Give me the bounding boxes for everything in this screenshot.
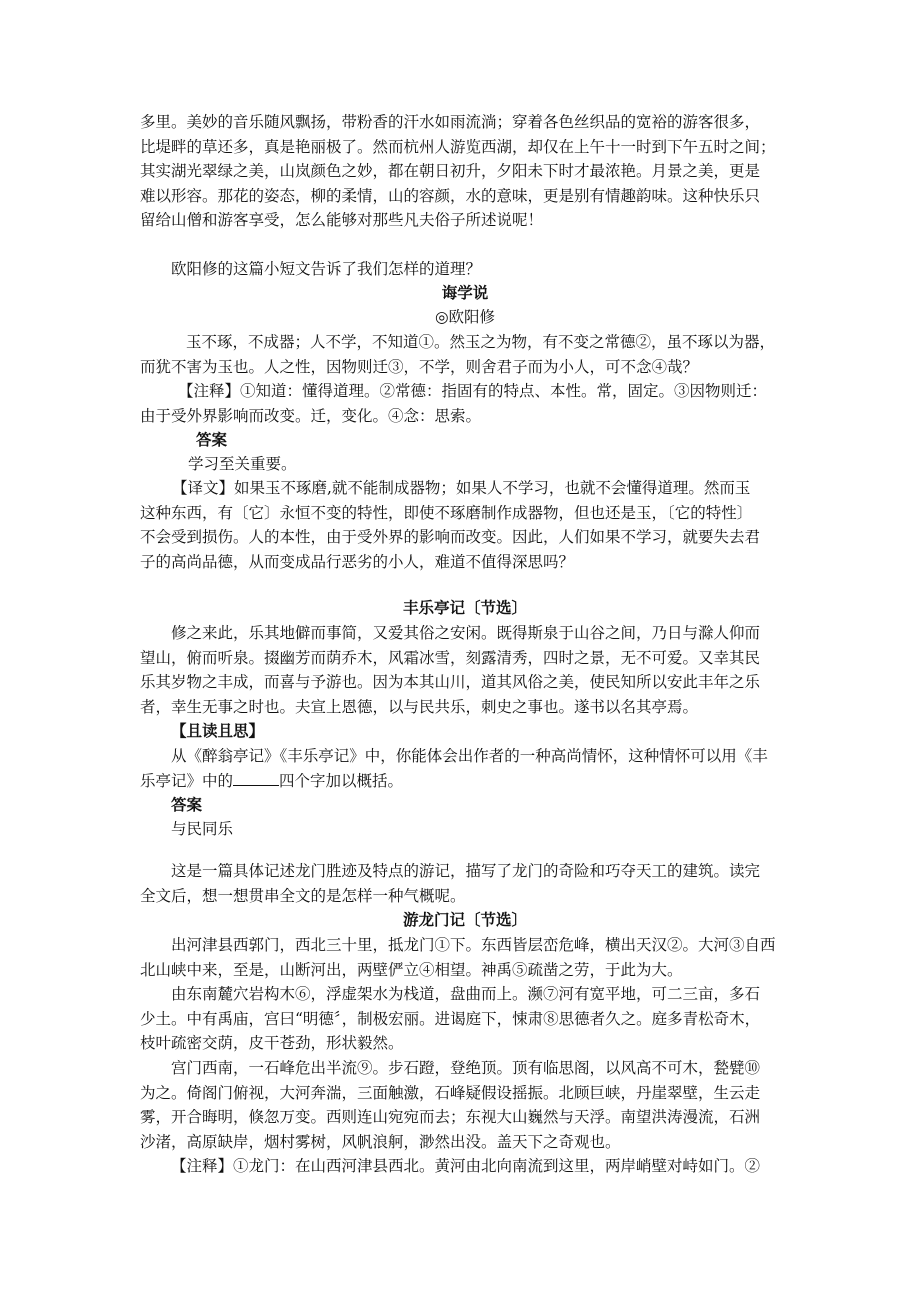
- text-line: 从《醉翁亭记》《丰乐亭记》中，你能体会出作者的一种高尚情怀，这种情怀可以用《丰: [171, 747, 768, 765]
- answer-text: 与民同乐: [171, 820, 234, 838]
- text-line: 沙渚，高原缺岸，烟村雾树，风帆浪舸，渺然出没。盖天下之奇观也。: [140, 1132, 621, 1151]
- question-ouyang: [140, 257, 790, 282]
- text-line: 由于受外界影响而改变。迁，变化。④念：思索。: [140, 406, 482, 425]
- text-line: 雾，开合晦明，倏忽万变。西则连山宛宛而去；东视大山巍然与天浮。南望洪涛漫流，石洲: [140, 1108, 761, 1126]
- feng-le-ting-text: [140, 621, 790, 719]
- title-hui-xue-shuo: 诲学说: [441, 284, 489, 302]
- text-fragment: 乐亭记》中的: [140, 771, 234, 790]
- text-line: 这种东西，有〔它〕永恒不变的特性，即使不琢磨制作成器物，但也还是玉，〔它的特性〕: [140, 503, 753, 522]
- title-you-long-men: 游龙门记〔节选〕: [402, 911, 527, 929]
- text-line: 【注释】①龙门：在山西河津县西北。黄河由北向南流到这里，两岸峭壁对峙如门。②: [171, 1157, 761, 1175]
- text-line: 由东南麓穴岩构木⑥，浮虚架水为栈道，盘曲而上。濒⑦河有宽平地，可二三亩，多石: [171, 985, 761, 1003]
- question-text: 欧阳修的这篇小短文告诉了我们怎样的道理？: [171, 260, 482, 278]
- you-long-men-intro: [140, 859, 790, 908]
- you-long-men-para-2: [140, 982, 790, 1056]
- hui-xue-shuo-text: [140, 330, 790, 379]
- text-line: 出河津县西郭门，西北三十里，抵龙门①下。东西皆层峦危峰，横出天汉②。大河③自西: [171, 936, 776, 954]
- text-line: 其实湖光翠绿之美，山岚颜色之妙，都在朝日初升，夕阳未下时才最浓艳。月景之美，更是: [140, 162, 761, 180]
- title-feng-le-ting: 丰乐亭记〔节选〕: [402, 599, 527, 617]
- text-line: 难以形容。那花的姿态，柳的柔情，山的容颜，水的意味，更是别有情趣韵味。这种快乐只: [140, 186, 761, 205]
- text-line: 留给山僧和游客享受，怎么能够对那些凡夫俗子所述说呢！: [140, 211, 544, 229]
- text-line: 不会受到损伤。人的本性，由于受外界的影响而改变。因此，人们如果不学习，就要失去君: [140, 528, 761, 546]
- text-line: 北山峡中来，至是，山断河出，两壁俨立④相望。神禹⑤疏凿之劳，于此为大。: [140, 960, 683, 979]
- text-line: 玉不琢，不成器；人不学，不知道①。然玉之为物，有不变之常德②，虽不琢以为器，: [186, 333, 776, 351]
- text-line: 为之。倚阁门俯视，大河奔湍，三面触激，石峰疑假设摇振。北顾巨峡，丹崖翠壁，生云走: [140, 1083, 761, 1102]
- text-line: 少土。中有禹庙，宫曰“明德〞，制极宏丽。进谒庭下，悚肃⑧思德者久之。庭多青松奇木，: [140, 1009, 761, 1028]
- text-line: 这是一篇具体记述龙门胜迹及特点的游记，描写了龙门的奇险和巧夺天工的建筑。读完: [171, 862, 761, 880]
- text-line: 子的高尚品德，从而变成品行恶劣的小人，难道不值得深思吗？: [140, 552, 575, 571]
- section-label: 【且读且思】: [171, 722, 265, 740]
- text-line: 而犹不害为玉也。人之性，因物则迁③，不学，则舍君子而为小人，可不念④哉？: [140, 357, 699, 376]
- text-line: 者，幸生无事之时也。夫宣上恩德，以与民共乐，刺史之事也。遂书以名其亭焉。: [140, 697, 699, 716]
- intro-passage: [140, 110, 790, 233]
- text-line: 修之来此，乐其地僻而事简，又爱其俗之安闲。既得斯泉于山谷之间，乃日与滁人仰而: [171, 624, 761, 642]
- text-line: 枝叶疏密交荫，皮干苍劲，形状毅然。: [140, 1034, 404, 1052]
- text-fragment: 四个字加以概括。: [279, 771, 404, 790]
- you-long-men-para-1: [140, 933, 790, 982]
- text-line: 【译文】如果玉不琢磨,就不能制成器物；如果人不学习，也就不会懂得道理。然而玉: [172, 479, 751, 497]
- text-line: 多里。美妙的音乐随风飘扬，带粉香的汗水如雨流淌；穿着各色丝织品的宽裕的游客很多，: [140, 113, 761, 131]
- text-line: [140, 769, 790, 794]
- text-line: 比堤畔的草还多，真是艳丽极了。然而杭州人游览西湖，却仅在上午十一时到下午五时之间；: [140, 137, 776, 156]
- answer-label: 答案: [171, 796, 203, 814]
- you-long-men-notes: [140, 1154, 790, 1179]
- hui-xue-shuo-notes: [140, 379, 790, 428]
- text-line: 全文后，想一想贯串全文的是怎样一种气概呢。: [140, 886, 466, 905]
- text-line: 乐其岁物之丰成，而喜与予游也。因为本其山川，道其风俗之美，使民知所以安此丰年之乐: [140, 673, 761, 691]
- author-line: ◎欧阳修: [434, 308, 496, 326]
- translation: [140, 476, 790, 574]
- fill-in-blank[interactable]: [233, 769, 279, 786]
- feng-le-ting-question: [140, 744, 790, 793]
- text-line: 望山，俯而听泉。掇幽芳而荫乔木，风霜冰雪，刻露清秀，四时之景，无不可爱。又幸其民: [140, 648, 761, 667]
- text-line: 宫门西南，一石峰危出半流⑨。步石蹬，登绝顶。顶有临思阁，以风高不可木，甃甓⑩: [171, 1059, 761, 1077]
- text-line: 【注释】①知道：懂得道理。②常德：指固有的特点、本性。常，固定。③因物则迁：: [178, 382, 768, 400]
- you-long-men-para-3: [140, 1056, 790, 1154]
- answer-text: 学习至关重要。: [188, 455, 297, 473]
- answer-label: 答案: [196, 431, 228, 449]
